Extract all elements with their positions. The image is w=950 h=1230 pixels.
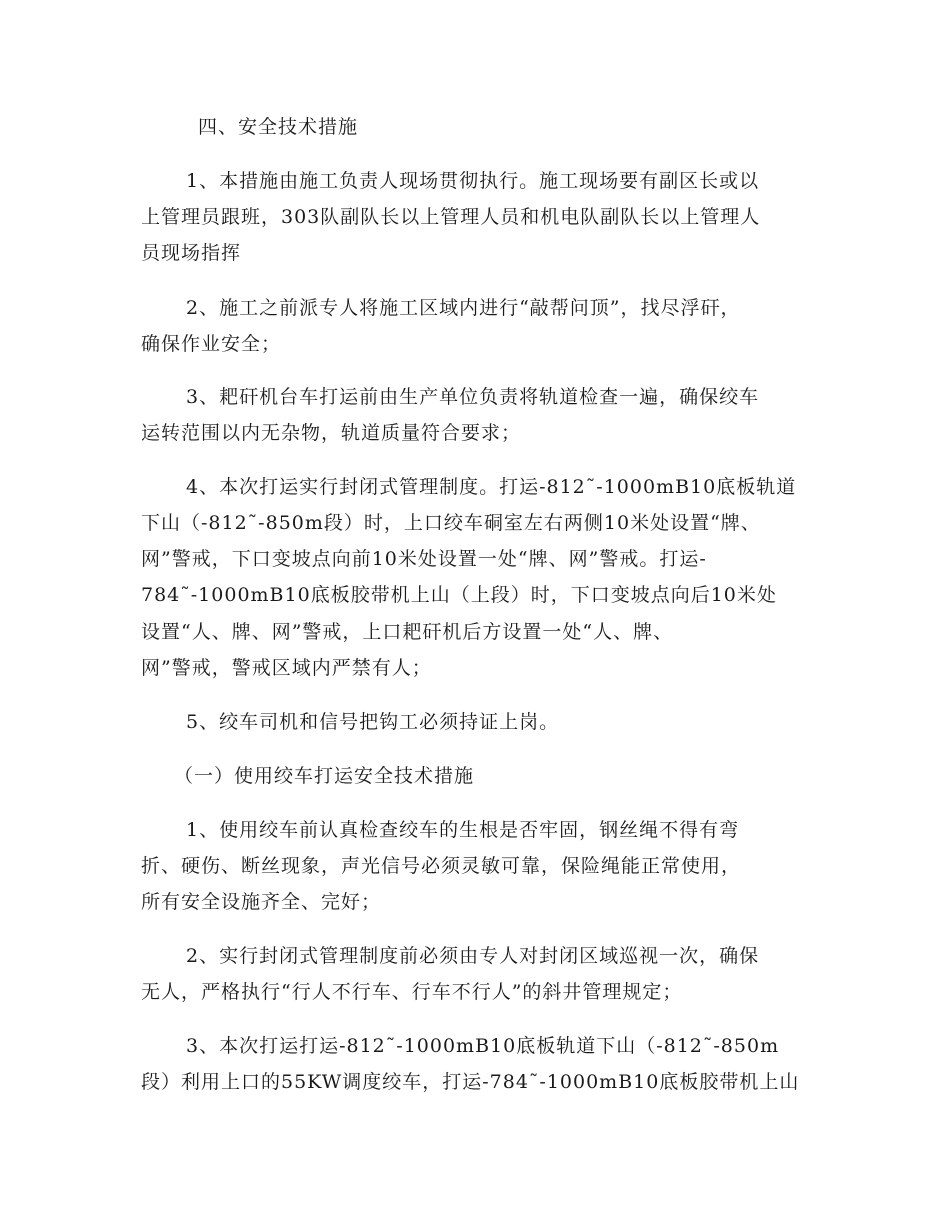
paragraph-line: 员现场指挥 xyxy=(141,242,242,264)
paragraph-line: 折、硬伤、断丝现象，声光信号必须灵敏可靠，保险绳能正常使用， xyxy=(141,855,742,877)
paragraph-line: 段）利用上口的55KW调度绞车，打运-784˜-1000mB10底板胶带机上山 xyxy=(141,1071,800,1093)
paragraph-line: 无人，严格执行“行人不行车、行车不行人”的斜井管理规定； xyxy=(141,981,683,1003)
paragraph-line: 784˜-1000mB10底板胶带机上山（上段）时，下口变坡点向后10米处 xyxy=(141,584,777,606)
paragraph-line: 所有安全设施齐全、完好； xyxy=(141,891,382,913)
paragraph-line: 3、本次打运打运-812˜-1000mB10底板轨道下山（-812˜-850m xyxy=(186,1035,780,1057)
paragraph-line: 4、本次打运实行封闭式管理制度。打运-812˜-1000mB10底板轨道 xyxy=(186,476,797,498)
paragraph-line: 2、施工之前派专人将施工区域内进行“敲帮问顶”，找尽浮矸， xyxy=(186,297,741,319)
paragraph-line: 上管理员跟班，303队副队长以上管理人员和机电队副队长以上管理人 xyxy=(141,206,761,228)
section-heading: 四、安全技术措施 xyxy=(198,116,359,138)
paragraph-line: 网”警戒，警戒区域内严禁有人； xyxy=(141,657,432,679)
paragraph-line: 确保作业安全； xyxy=(141,333,282,355)
paragraph-line: 设置“人、牌、网”警戒，上口耙矸机后方设置一处“人、牌、 xyxy=(141,621,674,643)
paragraph-line: 1、本措施由施工负责人现场贯彻执行。施工现场要有副区长或以 xyxy=(186,170,760,192)
paragraph-line: 下山（-812˜-850m段）时，上口绞车硐室左右两侧10米处设置“牌、 xyxy=(141,512,761,534)
paragraph-line: 5、绞车司机和信号把钩工必须持证上岗。 xyxy=(186,711,560,733)
subsection-heading: （一）使用绞车打运安全技术措施 xyxy=(174,765,475,787)
paragraph-line: 运转范围以内无杂物，轨道质量符合要求； xyxy=(141,422,522,444)
paragraph-line: 3、耙矸机台车打运前由生产单位负责将轨道检查一遍，确保绞车 xyxy=(186,386,760,408)
paragraph-line: 2、实行封闭式管理制度前必须由专人对封闭区域巡视一次，确保 xyxy=(186,945,760,967)
paragraph-line: 1、使用绞车前认真检查绞车的生根是否牢固，钢丝绳不得有弯 xyxy=(186,819,740,841)
paragraph-line: 网”警戒，下口变坡点向前10米处设置一处“牌、网”警戒。打运- xyxy=(141,548,707,570)
